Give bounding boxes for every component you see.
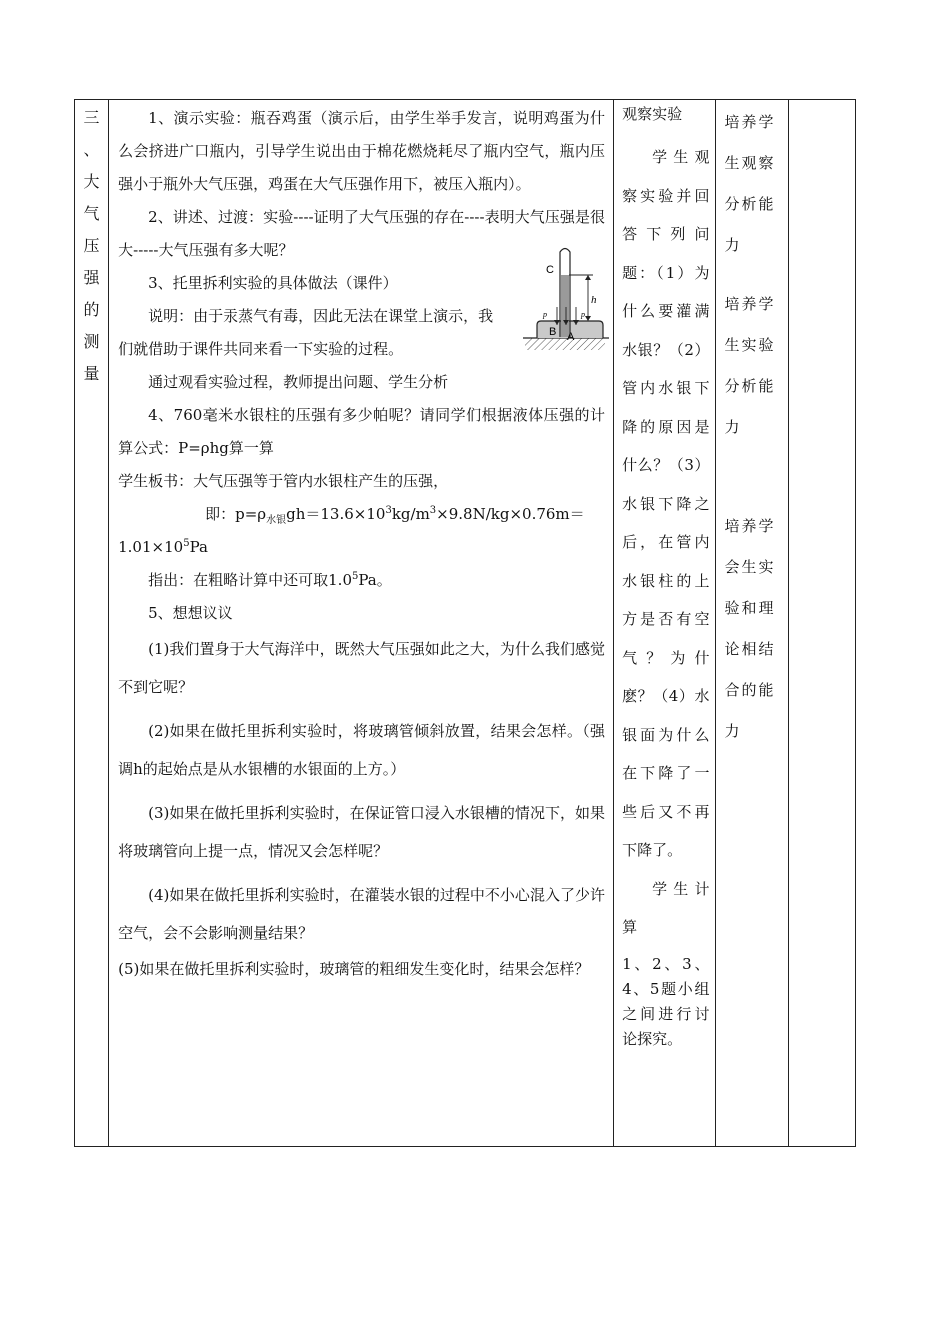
intent-text: 培养学生实验分析能力 — [724, 295, 776, 436]
discussion-question: (4)如果在做托里拆利实验时，在灌装水银的过程中不小心混入了少许空气，会不会影响测量结果？ — [118, 886, 606, 942]
formula-subscript: 水银 — [266, 515, 287, 526]
discussion-question: (2)如果在做托里拆利实验时，将玻璃管倾斜放置，结果会怎样。（强调h的起始点是从水银槽的水银面的上方。） — [118, 722, 606, 778]
content-paragraph — [118, 564, 605, 597]
intent-text: 培养学会生实验和理论相结合的能力 — [724, 517, 776, 740]
arrow-head-up — [585, 275, 591, 280]
discussion-question: (1)我们置身于大气海洋中，既然大气压强如此之大，为什么我们感觉不到它呢？ — [118, 640, 606, 696]
design-intent-cell — [716, 100, 788, 1147]
label-p-right: p — [581, 310, 586, 319]
content-paragraph: 5、想想议议 — [148, 604, 233, 622]
student-text: 学生观察实验并回答下列问题：（1）为什么要灌满水银？（2）管内水银下降的原因是什么？（3）水银下降之后，在管内水银柱的上方是否有空气？为什麽？（4）水银面为什么在下降了一些后又不再下降了。 — [622, 148, 710, 859]
formula-exponent: 5 — [183, 538, 190, 549]
content-paragraph: 4、760毫米水银柱的压强有多少帕呢？请同学们根据液体压强的计算公式：P=ρhg算一算 — [118, 406, 606, 457]
formula-exponent: 3 — [429, 505, 437, 516]
discussion-question: (3)如果在做托里拆利实验时，在保证管口浸入水银槽的情况下，如果将玻璃管向上提一点，情况又会怎样呢？ — [118, 804, 606, 860]
content-paragraph: 学生板书：大气压强等于管内水银柱产生的压强， — [118, 472, 449, 490]
formula-text: ×9.8N/kg×0.76m＝ — [436, 505, 585, 523]
section-char: 压 — [83, 236, 100, 255]
content-paragraph: 3、托里拆利实验的具体做法（课件） — [148, 274, 398, 292]
label-h: h — [591, 294, 597, 306]
section-char: 量 — [83, 364, 100, 383]
formula-line — [118, 498, 605, 531]
student-text: 1、2、3、4、5题小组之间进行讨论探究。 — [622, 954, 710, 1048]
label-b: B — [549, 326, 557, 338]
lesson-table — [74, 99, 856, 1147]
lesson-plan-sheet — [74, 99, 856, 1147]
arrow-head-down — [585, 316, 591, 321]
section-char: 气 — [83, 204, 100, 223]
formula-text: gh＝13.6×10 — [286, 505, 386, 523]
table-row — [75, 100, 856, 1147]
student-activity-cell — [614, 100, 716, 1147]
formula-text: 1.01×10 — [118, 538, 184, 556]
section-cell — [75, 100, 109, 1147]
student-text: 观察实验 — [622, 105, 683, 123]
mercury-column — [561, 275, 569, 337]
content-paragraph: 1、演示实验：瓶吞鸡蛋（演示后，由学生举手发言，说明鸡蛋为什么会挤进广口瓶内，引导学生说出由于棉花燃烧耗尽了瓶内空气，瓶内压强小于瓶外大气压强，鸡蛋在大气压强作用下，被压入瓶内）。 — [118, 109, 606, 193]
note-exponent: 5 — [351, 571, 359, 582]
teaching-content — [109, 100, 613, 980]
label-p-left: p — [543, 310, 548, 319]
section-char: 大 — [83, 172, 100, 191]
formula-text: 即：p=ρ — [205, 505, 267, 523]
student-activity — [614, 100, 715, 1052]
intent-text: 培养学生观察分析能力 — [724, 113, 776, 254]
torricelli-diagram — [519, 245, 614, 357]
section-char: 的 — [83, 300, 100, 319]
section-title — [75, 100, 108, 390]
section-char: 三 — [83, 108, 100, 127]
formula-exponent: 3 — [385, 505, 392, 516]
ground-hatch — [525, 338, 605, 350]
formula-text: kg/m — [391, 505, 430, 523]
section-char: 强 — [83, 268, 100, 287]
label-c: C — [546, 264, 555, 276]
section-char: 测 — [83, 332, 100, 351]
note-text: 指出：在粗略计算中还可取1.0 — [148, 571, 352, 589]
content-paragraph: 2、讲述、过渡：实验----证明了大气压强的存在----表明大气压强是很大-----大气压强有多大呢？ — [118, 208, 606, 259]
label-a: A — [567, 331, 575, 343]
teaching-content-cell — [109, 100, 614, 1147]
content-paragraph: 说明：由于汞蒸气有毒，因此无法在课堂上演示，我们就借助于课件共同来看一下实验的过程。 — [118, 307, 494, 358]
section-char: 、 — [83, 140, 100, 159]
formula-result — [118, 531, 605, 564]
extra-cell — [788, 100, 855, 1147]
note-text: Pa。 — [358, 571, 392, 589]
design-intent — [716, 100, 787, 752]
formula-text: Pa — [189, 538, 208, 556]
discussion-question: (5)如果在做托里拆利实验时，玻璃管的粗细发生变化时，结果会怎样？ — [118, 960, 590, 978]
student-text: 学生计算 — [622, 879, 710, 936]
content-paragraph: 通过观看实验过程，教师提出问题、学生分析 — [148, 373, 449, 391]
